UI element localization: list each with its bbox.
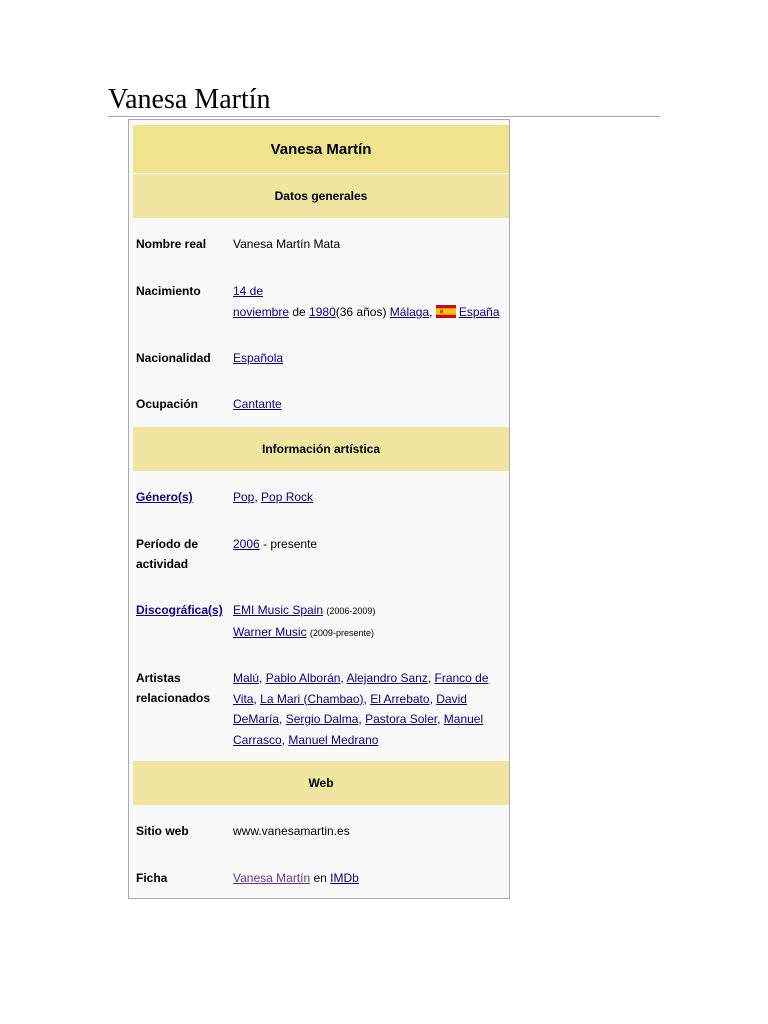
link-genre-pop-rock[interactable]: Pop Rock — [261, 490, 314, 504]
label-generos — [136, 487, 230, 507]
link-artist[interactable]: David DeMaría — [233, 691, 467, 726]
section-header-web: Web — [133, 761, 509, 805]
value-nacimiento — [233, 281, 507, 322]
label-nacionalidad: Nacionalidad — [136, 351, 211, 365]
link-generos-label[interactable]: Género(s) — [136, 490, 193, 504]
separator: , — [254, 490, 262, 504]
value-ficha — [233, 868, 507, 889]
separator: , — [363, 691, 371, 706]
label-ficha: Ficha — [136, 871, 168, 885]
link-nacionalidad[interactable]: Española — [233, 351, 284, 365]
value-sitio-web: www.vanesamartin.es — [233, 824, 350, 838]
separator: , — [427, 671, 435, 685]
link-artist[interactable]: Malú — [233, 671, 260, 685]
section-header-artistic: Información artística — [133, 427, 509, 471]
separator: , — [253, 691, 261, 706]
label-sitio-web: Sitio web — [136, 824, 189, 838]
link-artist[interactable]: El Arrebato — [370, 691, 430, 706]
text-en: en — [310, 871, 331, 885]
separator: , — [281, 732, 289, 747]
label-artistas: Artistas relacionados — [136, 671, 211, 705]
value-generos — [233, 487, 507, 508]
label-nombre-real: Nombre real — [136, 237, 207, 251]
spain-flag-icon — [436, 305, 456, 318]
link-label-emi[interactable]: EMI Music Spain — [233, 603, 324, 617]
text-comma: , — [429, 304, 436, 319]
separator: , — [358, 712, 366, 726]
link-artist[interactable]: Pastora Soler — [365, 712, 438, 726]
text-de: de — [289, 304, 310, 319]
infobox-title: Vanesa Martín — [133, 125, 509, 173]
value-periodo — [233, 534, 507, 555]
value-discografica — [233, 600, 507, 643]
link-ocupacion[interactable]: Cantante — [233, 397, 282, 411]
link-birth-year[interactable]: 1980 — [309, 304, 336, 319]
value-nombre-real: Vanesa Martín Mata — [233, 237, 341, 251]
value-ocupacion — [233, 394, 507, 415]
link-periodo-start[interactable]: 2006 — [233, 537, 260, 551]
separator: , — [340, 671, 347, 685]
years-emi: (2006-2009) — [326, 606, 376, 616]
link-artist[interactable]: La Mari (Chambao) — [260, 691, 364, 706]
link-artist[interactable]: Franco de Vita — [233, 671, 489, 706]
text-age: (36 años) — [335, 304, 390, 319]
link-imdb[interactable]: IMDb — [330, 871, 359, 885]
title-divider — [108, 116, 660, 117]
link-birth-month[interactable]: noviembre — [233, 304, 290, 319]
separator: , — [259, 671, 266, 685]
label-ocupacion: Ocupación — [136, 397, 199, 411]
link-artist[interactable]: Sergio Dalma — [285, 712, 359, 726]
link-artist[interactable]: Manuel Medrano — [288, 732, 379, 747]
value-nacionalidad — [233, 348, 507, 369]
link-discografica-label[interactable]: Discográfica(s) — [136, 603, 223, 617]
link-label-warner[interactable]: Warner Music — [233, 624, 307, 639]
section-header-general: Datos generales — [133, 174, 509, 218]
label-periodo: Período de actividad — [136, 537, 199, 571]
link-birth-city[interactable]: Málaga — [389, 304, 430, 319]
link-artist[interactable]: Pablo Alborán — [265, 671, 341, 685]
years-warner: (2009-presente) — [309, 627, 374, 638]
link-genre-pop[interactable]: Pop — [233, 490, 255, 504]
link-birth-day[interactable]: 14 de — [233, 284, 264, 298]
link-ficha-name[interactable]: Vanesa Martín — [233, 871, 311, 885]
value-artistas — [233, 668, 507, 750]
infobox — [128, 119, 510, 899]
page-title: Vanesa Martín — [108, 84, 271, 115]
link-artist[interactable]: Manuel Carrasco — [233, 712, 484, 747]
label-nacimiento: Nacimiento — [136, 284, 201, 298]
separator: , — [429, 691, 437, 706]
link-artist[interactable]: Alejandro Sanz — [346, 671, 428, 685]
text-periodo-rest: - presente — [259, 537, 318, 551]
link-birth-country[interactable]: España — [458, 304, 500, 319]
label-discografica — [136, 600, 230, 620]
separator: , — [279, 712, 286, 726]
separator: , — [437, 712, 444, 726]
